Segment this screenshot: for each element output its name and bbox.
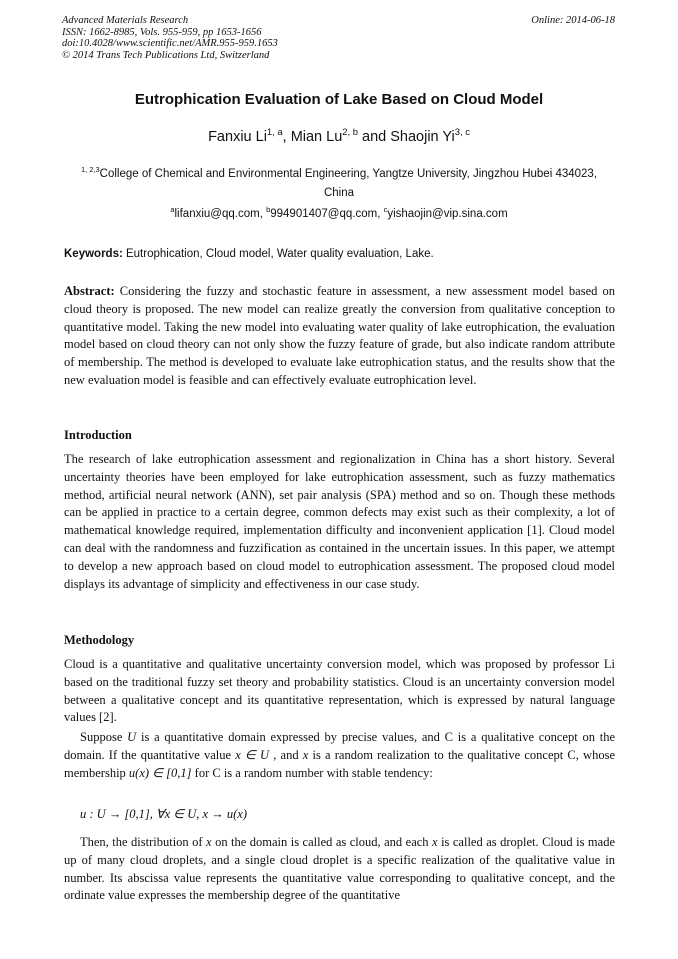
- introduction-heading: Introduction: [64, 428, 132, 442]
- methodology-heading: Methodology: [64, 633, 135, 647]
- email-sep: ,: [377, 208, 384, 220]
- author-sep: and: [357, 129, 391, 145]
- email-list: [0, 205, 678, 220]
- introduction-text: The research of lake eutrophication assessment and regionalization in China has a short history. Several uncertainty theories have been employed for lake eutrophication assessment, such as fuzzy mathematics method, artificial neural network (ANN), set pair analysis (SPA) method and so on. Though these methods can be applied in practice to a certain degree, common defects may exist such as their complexity, a lot of mathematical knowledge required, implementation difficulty and inconvenient application [1]. Cloud model can deal with the randomness and fuzzification as contained in the uncertain issues. In this paper, we attempt to develop a new approach based on cloud model to eutrophication assessment. The proposed cloud model displays its advantage of simplicity and effectiveness in our case study.: [64, 452, 615, 591]
- keywords-label: Keywords:: [64, 248, 123, 260]
- text-run: is called as droplet. Cloud is made up of many cloud droplets, and a single cloud droplet is a specific realization of the qualitative value in number. Its abscissa value represents the quantitative value corresponding to qualitative concept, and the ordinate value expresses the membership degree of the quantitative: [64, 835, 615, 903]
- email-sup: b: [266, 205, 271, 215]
- membership-formula: u : U → [0,1], ∀x ∈ U, x → u(x): [80, 807, 247, 821]
- email-link[interactable]: lifanxiu@qq.com: [174, 208, 260, 220]
- methodology-paragraph-3: [64, 834, 615, 905]
- author-sup: 1, a: [266, 126, 283, 138]
- email-sup: c: [383, 205, 388, 215]
- author-name: Fanxiu Li: [208, 129, 267, 145]
- email-sup: a: [170, 205, 175, 215]
- math-symbol: u(x) ∈ [0,1]: [128, 765, 192, 780]
- issn-line: ISSN: 1662-8985, Vols. 955-959, pp 1653-1656: [62, 26, 262, 38]
- keywords: [64, 248, 616, 260]
- affiliation: [70, 165, 608, 203]
- email-sep: ,: [259, 208, 267, 220]
- author-sup: 2, b: [342, 126, 358, 138]
- methodology-paragraph-2: [64, 729, 615, 782]
- keywords-text: Eutrophication, Cloud model, Water quality evaluation, Lake.: [122, 248, 434, 260]
- abstract-label: Abstract:: [64, 284, 115, 298]
- affiliation-text: College of Chemical and Environmental Engineering, Yangtze University, Jingzhou Hubei 434023, China: [99, 168, 598, 199]
- text-run: on the domain is called as cloud, and each: [211, 835, 433, 849]
- author-name: Mian Lu: [290, 129, 343, 145]
- author-sup: 3, c: [454, 126, 470, 138]
- email-link[interactable]: 994901407@qq.com: [270, 208, 378, 220]
- journal-header: [62, 15, 278, 61]
- journal-name: Advanced Materials Research: [62, 15, 189, 26]
- methodology-paragraph-1: Cloud is a quantitative and qualitative uncertainty conversion model, which was proposed by professor Li based on the traditional fuzzy set theory and probability statistics. Cloud is an uncertainty conversion model between a qualitative concept and its quantitative representation, which is expressed by natural language values [2].: [64, 657, 615, 725]
- copyright-line: © 2014 Trans Tech Publications Ltd, Switzerland: [62, 49, 270, 61]
- math-symbol: x ∈ U: [235, 747, 270, 762]
- text-run: Then, the distribution of: [80, 835, 207, 849]
- email-link[interactable]: yishaojin@vip.sina.com: [387, 208, 508, 220]
- affiliation-sup: 1, 2,3: [80, 165, 100, 175]
- author-name: Shaojin Yi: [390, 129, 455, 145]
- paper-title: Eutrophication Evaluation of Lake Based on Cloud Model: [134, 91, 544, 108]
- text-run: is a quantitative domain expressed by precise values, and C is a qualitative concept on the domain. If the quantitative value: [64, 730, 615, 762]
- text-run: for C is a random number with stable tendency:: [191, 765, 433, 780]
- author-list: [0, 126, 678, 145]
- doi-line: doi:10.4028/www.scientific.net/AMR.955-959.1653: [62, 38, 278, 49]
- abstract-text: Considering the fuzzy and stochastic feature in assessment, a new assessment model based on cloud theory is proposed. The new model can realize greatly the conversion from qualitative conception to quantitative model. Taking the new model into evaluating water quality of lake eutrophication, the evaluation model based on cloud theory can not only show the fuzzy feature of grade, but also indicate random attribute of membership. The method is developed to evaluate lake eutrophication status, and the results show that the new evaluation model is feasible and can effectively evaluate eutrophication level.: [64, 284, 615, 387]
- abstract: [64, 283, 615, 390]
- author-sep: ,: [282, 129, 291, 145]
- text-run: , and: [269, 747, 303, 762]
- online-date: Online: 2014-06-18: [531, 15, 615, 26]
- text-run: Suppose: [80, 730, 128, 744]
- math-symbol: x: [302, 747, 309, 762]
- math-symbol: x: [206, 835, 212, 849]
- text-run: is a random realization to the qualitative concept C, whose membership: [64, 747, 615, 780]
- math-symbol: U: [127, 730, 137, 744]
- math-symbol: x: [432, 835, 438, 849]
